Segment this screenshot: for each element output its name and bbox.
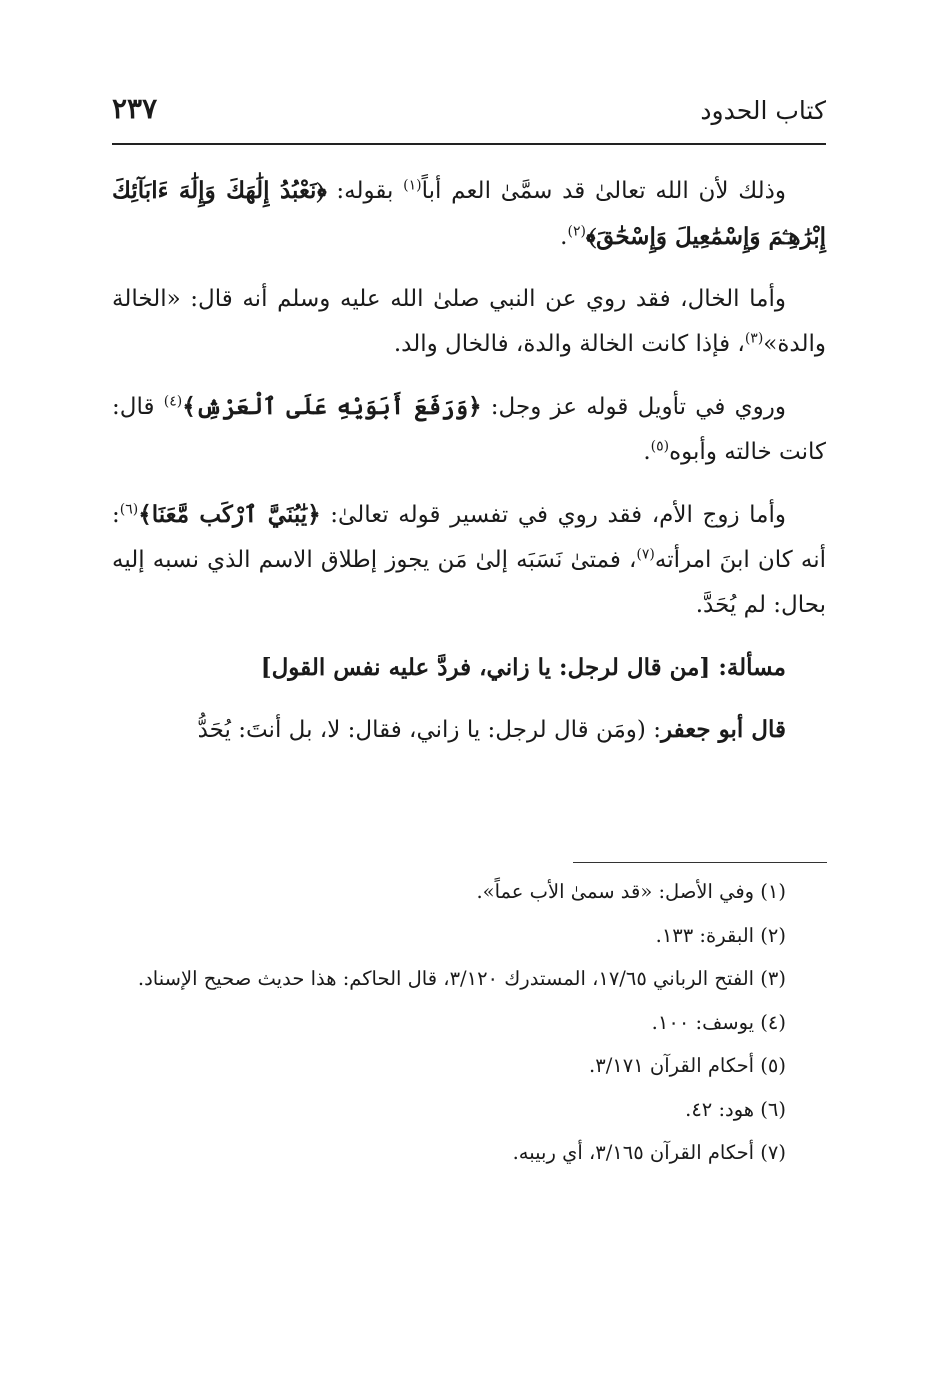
footnote-3: (٣) الفتح الرباني ١٧/٦٥، المستدرك ٣/١٢٠، قال الحاكم: هذا حديث صحيح الإسناد. xyxy=(137,967,786,990)
footnotes xyxy=(112,874,826,1179)
paragraph-text: وذلك لأن الله تعالىٰ قد سمَّىٰ العم أباً xyxy=(421,178,786,204)
paragraph-3 xyxy=(112,384,826,475)
main-text xyxy=(112,168,826,770)
quran-verse: ﴿وَرَفَعَ أَبَوَيْهِ عَلَى ٱلْعَرْشِ﴾ xyxy=(182,393,482,420)
footnote-7: (٧) أحكام القرآن ٣/١٦٥، أي ربيبه. xyxy=(512,1141,786,1164)
paragraph-text: وأما زوج الأم، فقد روي في تفسير قوله تعالىٰ: xyxy=(320,502,786,528)
quran-verse: ﴿نَعْبُدُ إِلَٰهَكَ وَإِلَٰهَ ءَابَآئِكَ إِبْرَٰهِـۧمَ وَإِسْمَٰعِيلَ وَإِسْحَٰقَ﴾ xyxy=(112,177,826,250)
paragraph-4 xyxy=(112,492,826,628)
header-rule xyxy=(112,143,826,145)
paragraph-text: ، فإذا كانت الخالة والدة، فالخال والد. xyxy=(393,331,745,357)
paragraph-1 xyxy=(112,168,826,260)
footnote-ref: (٢) xyxy=(567,223,586,240)
paragraph-text: : (ومَن قال لرجل: يا زاني، فقال: لا، بل أنتَ: يُحَدُّ xyxy=(197,717,661,743)
footnote-ref: (٥) xyxy=(650,438,670,455)
paragraph-2 xyxy=(112,277,826,367)
footnote-ref: (٦) xyxy=(119,501,139,518)
footnote-ref: (٣) xyxy=(744,330,764,347)
page-number: ٢٣٧ xyxy=(112,92,158,125)
paragraph-text: : أنه كان ابنَ امرأته xyxy=(112,502,826,573)
speaker-name: قال أبو جعفر xyxy=(660,716,786,743)
footnote-rule xyxy=(573,862,827,863)
paragraph-text: وروي في تأويل قوله عز وجل: xyxy=(481,394,786,420)
footnote-ref: (١) xyxy=(403,177,422,194)
section-heading: مسألة: [من قال لرجل: يا زاني، فردَّ عليه نفس القول] xyxy=(260,654,786,681)
running-title: كتاب الحدود xyxy=(700,96,826,125)
quran-verse: ﴿يَٰبُنَيَّ ٱرْكَب مَّعَنَا﴾ xyxy=(138,501,321,528)
paragraph-5 xyxy=(112,707,826,753)
page-header xyxy=(112,92,826,136)
paragraph-text: بقوله: xyxy=(326,178,404,204)
footnote-ref: (٤) xyxy=(163,393,183,410)
footnote-ref: (٧) xyxy=(636,546,655,563)
paragraph-text: قال: كانت خالته وأبوه xyxy=(112,394,826,465)
paragraph-text: . xyxy=(560,224,568,250)
footnote-2: (٢) البقرة: ١٣٣. xyxy=(655,923,786,947)
paragraph-text: ، فمتىٰ نَسَبَه إلىٰ مَن يجوز إطلاق الاسم الذي نسبه إليه بحال: لم يُحَدَّ. xyxy=(112,547,826,618)
paragraph-text: وأما الخال، فقد روي عن النبي صلىٰ الله عليه وسلم أنه قال: «الخالة والدة» xyxy=(112,286,826,357)
footnote-6: (٦) هود: ٤٢. xyxy=(685,1097,786,1121)
footnote-1: (١) وفي الأصل: «قد سمىٰ الأب عماً». xyxy=(476,880,786,903)
paragraph-text: . xyxy=(643,439,651,465)
footnote-4: (٤) يوسف: ١٠٠. xyxy=(651,1010,786,1034)
footnote-5: (٥) أحكام القرآن ٣/١٧١. xyxy=(589,1054,786,1077)
